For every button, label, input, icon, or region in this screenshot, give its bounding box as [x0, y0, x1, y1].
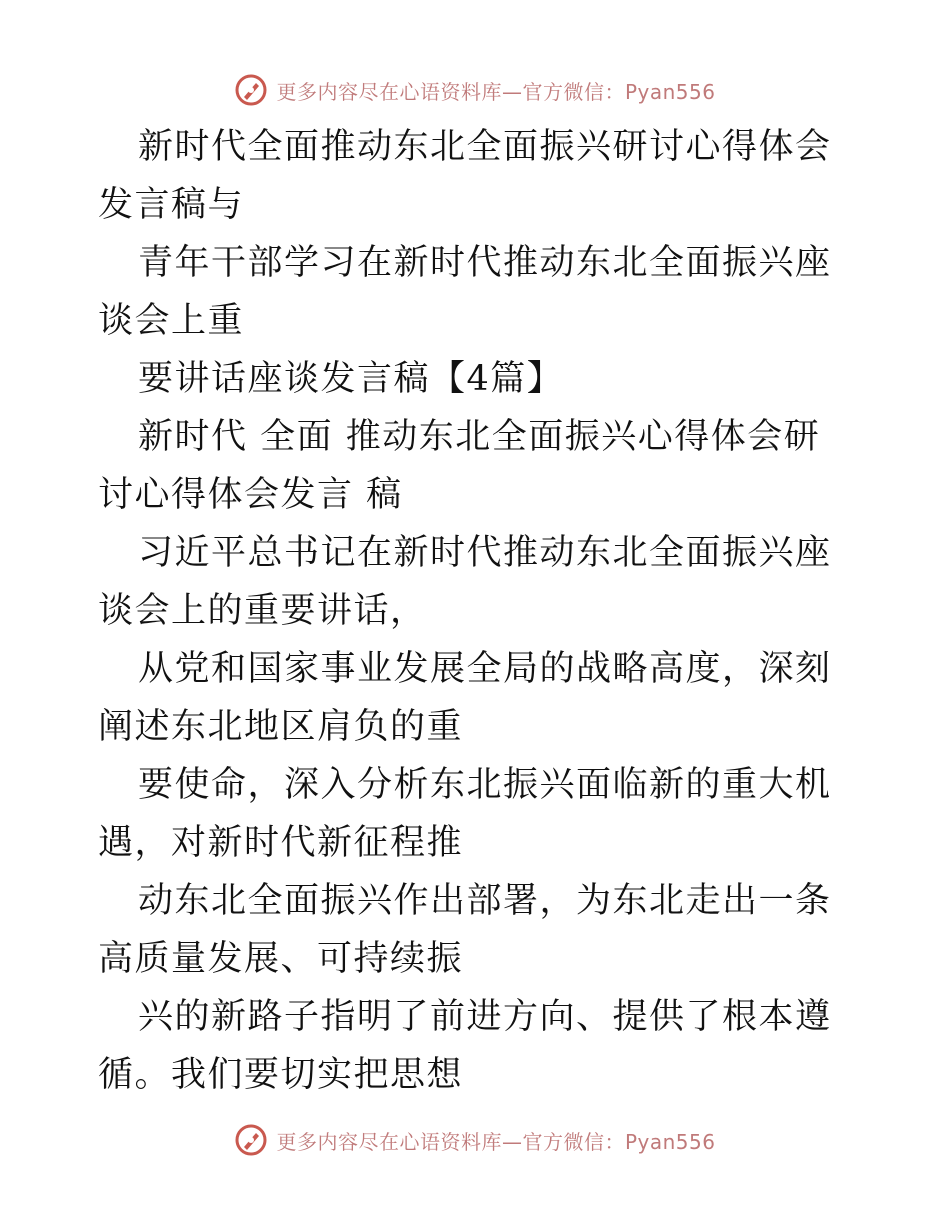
paragraph: 新时代全面推动东北全面振兴研讨心得体会发言稿与 [98, 127, 832, 225]
pen-logo-icon [234, 1123, 268, 1157]
paragraph: 从党和国家事业发展全局的战略高度，深刻阐述东北地区肩负的重 [98, 649, 832, 747]
paragraph: 青年干部学习在新时代推动东北全面振兴座谈会上重 [98, 243, 832, 341]
pen-logo-icon [234, 73, 268, 107]
paragraph: 新时代 全面 推动东北全面振兴心得体会研讨心得体会发言 稿 [98, 417, 821, 515]
paragraph: 要讲话座谈发言稿【4篇】 [138, 359, 564, 399]
document-body [98, 118, 854, 1104]
paragraph: 兴的新路子指明了前进方向、提供了根本遵循。我们要切实把思想 [98, 997, 832, 1095]
banner-text: 更多内容尽在心语资料库—官方微信：Pyan556 [276, 1129, 716, 1154]
footer-banner [0, 1120, 950, 1160]
paragraph: 动东北全面振兴作出部署，为东北走出一条高质量发展、可持续振 [98, 881, 832, 979]
banner-text: 更多内容尽在心语资料库—官方微信：Pyan556 [276, 79, 716, 104]
paragraph: 要使命，深入分析东北振兴面临新的重大机遇，对新时代新征程推 [98, 765, 832, 863]
header-banner [0, 70, 950, 110]
paragraph: 习近平总书记在新时代推动东北全面振兴座谈会上的重要讲话， [98, 533, 832, 631]
